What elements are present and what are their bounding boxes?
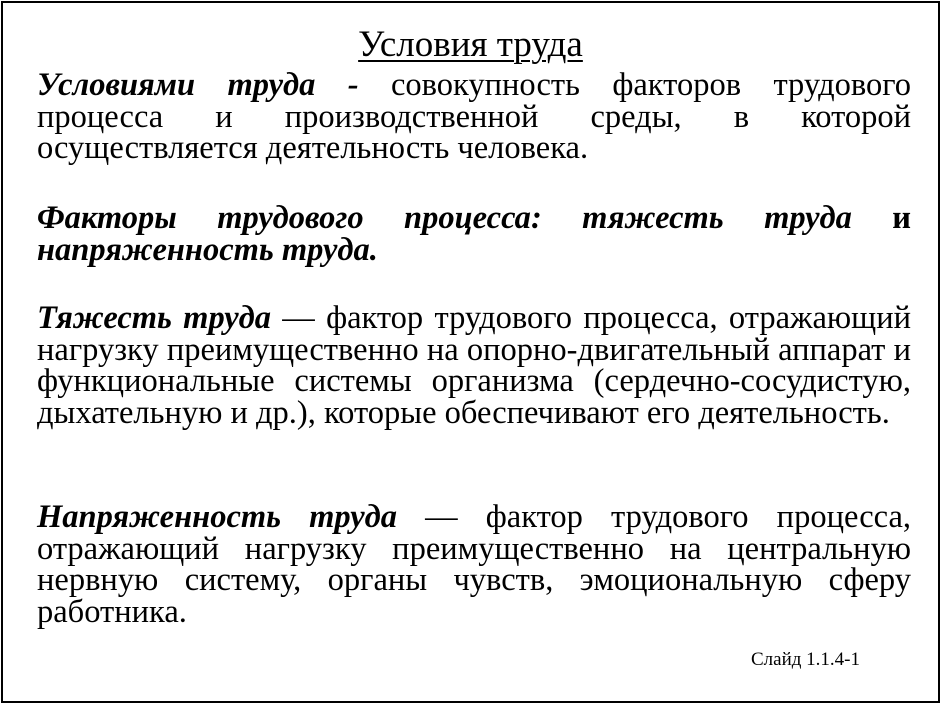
slide-title: Условия труда xyxy=(358,24,583,65)
term-labor-severity-heading: Тяжесть труда xyxy=(37,300,271,336)
definition-text: — фактор трудового процесса, отражающий нагрузку преимущественно на опорно-двигательный аппарат и функциональные системы организма (сердечно-сосудистую, дыхательную и др.), которые обеспечивают его деятельность. xyxy=(37,300,911,431)
term-labor-intensity: напряженность труда. xyxy=(37,231,378,268)
term-labor-intensity-heading: Напряженность труда xyxy=(37,499,397,535)
definition-labor-intensity xyxy=(37,499,911,630)
slide-frame xyxy=(1,1,940,703)
definition-text: совокупность факторов трудового процесса и производственной среды, в которой осуществляется деятельность человека. xyxy=(37,67,911,166)
labor-process-factors xyxy=(37,200,912,268)
term-labor-severity: тяжесть труда xyxy=(582,200,852,236)
definition-text: — фактор трудового процесса, отражающий нагрузку преимущественно на центральную нервную систему, органы чувств, эмоциональную сферу работника. xyxy=(37,499,911,630)
term-working-conditions: Условиями труда - xyxy=(37,67,359,103)
colon: : xyxy=(530,200,583,236)
slide-number: Слайд 1.1.4-1 xyxy=(751,649,860,670)
term-labor-process-factors: Факторы трудового процесса xyxy=(37,200,531,236)
definition-labor-severity xyxy=(37,300,911,431)
definition-working-conditions xyxy=(37,67,911,166)
conjunction: и xyxy=(851,200,912,236)
